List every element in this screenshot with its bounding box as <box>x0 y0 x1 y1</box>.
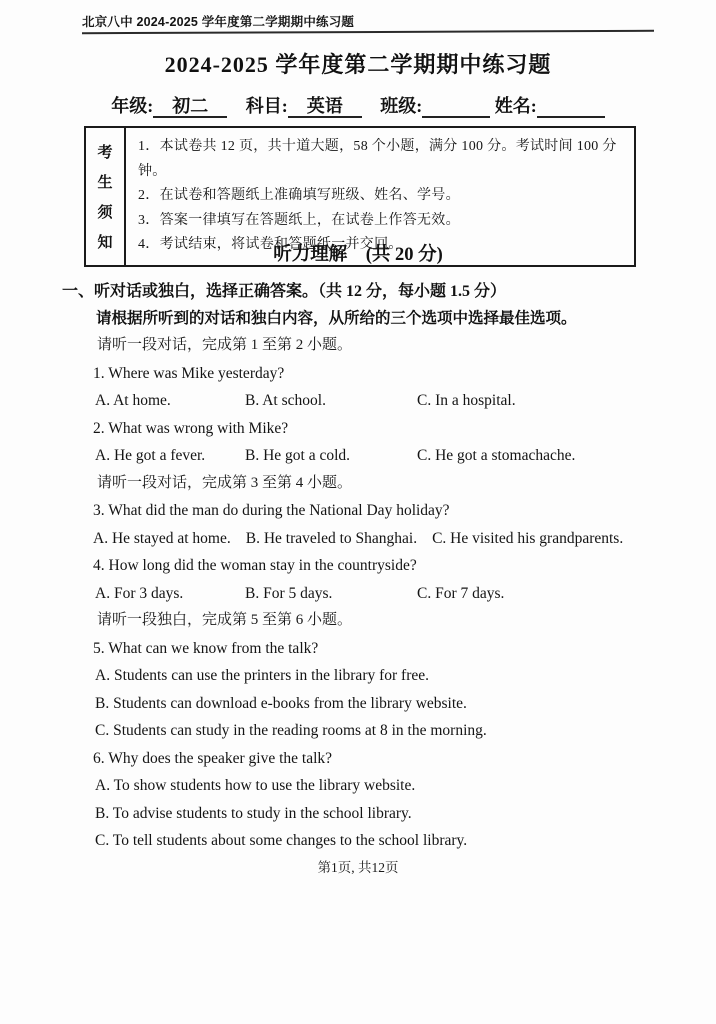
q3-option-c: C. He visited his grandparents. <box>432 529 624 547</box>
notice-char-sheng: 生 <box>97 174 113 191</box>
part-one-heading: 一、听对话或独白，选择正确答案。（共 12 分，每小题 1.5 分） <box>62 283 507 300</box>
cue-monolog: 请听一段独白，完成第 5 至第 6 小题。 <box>97 612 353 628</box>
question-1: 1. Where was Mike yesterday? <box>93 364 285 382</box>
question-5: 5. What can we know from the talk? <box>93 639 319 657</box>
name-blank <box>537 116 605 118</box>
q3-option-b: B. He traveled to Shanghai. <box>245 529 418 547</box>
class-label: 班级: <box>380 96 423 116</box>
grade-value: 初二 <box>153 96 227 118</box>
q3-option-a: A. He stayed at home. <box>93 529 231 547</box>
running-header: 北京八中 2024-2025 学年度第二学期期中练习题 <box>82 15 355 29</box>
q5-option-b: B. Students can download e-books from the library website. <box>95 694 467 712</box>
part-one-note: 请根据所听到的对话和独白内容，从所给的三个选项中选择最佳选项。 <box>96 310 577 327</box>
question-3: 3. What did the man do during the National Day holiday? <box>93 502 450 519</box>
question-1-options <box>95 387 658 415</box>
question-6: 6. Why does the speaker give the talk? <box>93 749 333 767</box>
q6-option-b: B. To advise students to study in the school library. <box>95 804 412 822</box>
question-2-options <box>95 442 658 470</box>
subject-value: 英语 <box>288 96 362 118</box>
notice-char-kao: 考 <box>97 144 113 161</box>
notice-item-4: 4．考试结束，将试卷和答题纸一并交回。 <box>138 237 403 252</box>
q4-option-a: A. For 3 days. <box>95 584 184 602</box>
page-number: 第1页, 共12页 <box>317 860 399 875</box>
header-rule <box>82 30 654 34</box>
student-info-line <box>0 92 716 118</box>
grade-label: 年级: <box>111 96 154 116</box>
cue-dialog-1: 请听一段对话，完成第 1 至第 2 小题。 <box>97 337 353 353</box>
q6-option-a: A. To show students how to use the library website. <box>95 777 416 794</box>
listening-section <box>62 278 658 855</box>
notice-char-zhi: 知 <box>97 234 113 251</box>
q4-option-b: B. For 5 days. <box>245 584 333 602</box>
question-4: 4. How long did the woman stay in the countryside? <box>93 557 417 574</box>
q5-option-a: A. Students can use the printers in the library for free. <box>95 667 430 684</box>
q1-option-c: C. In a hospital. <box>417 392 516 409</box>
page-title: 2024-2025 学年度第二学期期中练习题 <box>164 52 552 77</box>
notice-item-3: 3．答案一律填写在答题纸上，在试卷上作答无效。 <box>138 212 460 228</box>
cue-dialog-2: 请听一段对话，完成第 3 至第 4 小题。 <box>97 474 353 491</box>
notice-item-1: 1．本试卷共 12 页，共十道大题，58 个小题，满分 100 分。考试时间 100 分钟。 <box>138 139 617 179</box>
notice-char-xu: 须 <box>97 204 113 221</box>
subject-label: 科目: <box>245 96 288 116</box>
q4-option-c: C. For 7 days. <box>417 584 505 602</box>
q2-option-a: A. He got a fever. <box>95 447 206 464</box>
q2-option-c: C. He got a stomachache. <box>417 447 576 464</box>
class-blank <box>422 116 490 118</box>
question-3-options <box>93 525 658 553</box>
q6-option-c: C. To tell students about some changes to the school library. <box>95 832 468 849</box>
q1-option-b: B. At school. <box>245 392 326 409</box>
section-title-listening: 听力理解 (共 20 分) <box>273 245 443 265</box>
q2-option-b: B. He got a cold. <box>245 447 351 464</box>
question-2: 2. What was wrong with Mike? <box>93 419 289 437</box>
question-4-options <box>95 580 658 608</box>
q1-option-a: A. At home. <box>95 392 171 409</box>
name-label: 姓名: <box>494 96 537 116</box>
notice-item-2: 2．在试卷和答题纸上准确填写班级、姓名、学号。 <box>138 188 460 203</box>
q5-option-c: C. Students can study in the reading rooms at 8 in the morning. <box>95 722 487 739</box>
